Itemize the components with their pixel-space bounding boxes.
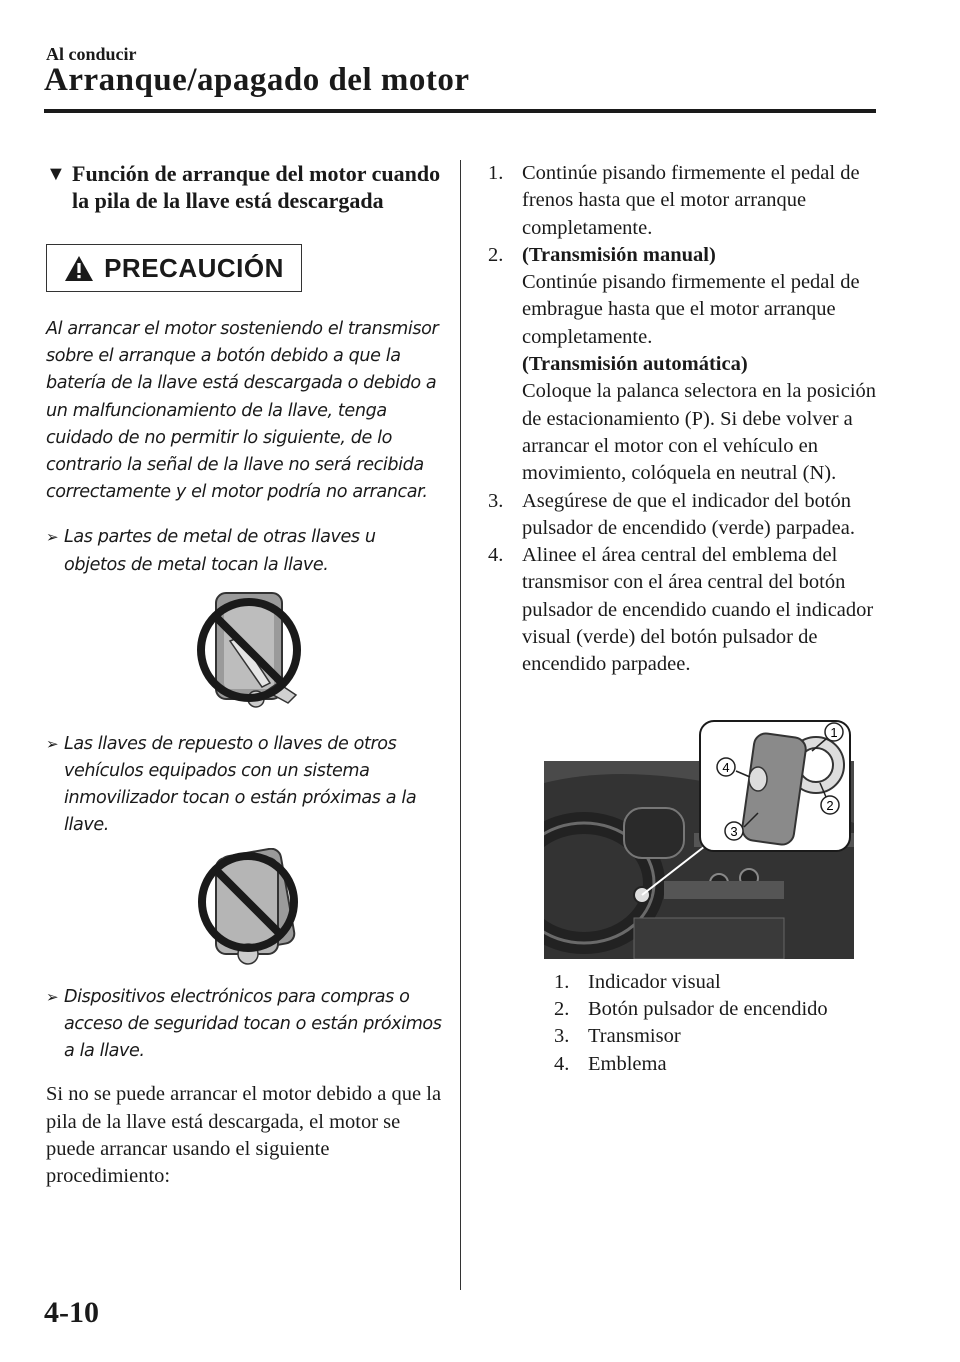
- caution-text: Al arrancar el motor sosteniendo el transmisor sobre el arranque a botón debido a que la batería de la llave está descargada o debido a un malfuncionamiento de la llave, tenga cuidado de no permitir lo siguiente, de lo contrario la señal de la llave no será recibida correctamente y el motor podría no arrancar.: [46, 319, 439, 503]
- legend-item: 1. Indicador visual: [554, 970, 721, 993]
- prohibited-metal-objects-illustration: [196, 587, 308, 713]
- step-item: 1. Continúe pisando firmemente el pedal de frenos hasta que el motor arranque completamente.: [488, 162, 860, 239]
- procedure-intro: Si no se puede arrancar el motor debido a que la pila de la llave está descargada, el motor se puede arrancar usando el siguiente procedimiento:: [46, 1083, 442, 1188]
- header-rule: [44, 109, 876, 113]
- callout-3: 3: [730, 823, 738, 839]
- dashboard-photo: [544, 713, 854, 959]
- step-item: 2. (Transmisión manual) Continúe pisando firmemente el pedal de embrague hasta que el motor arranque completamente. (Transmisión automática) Coloque la palanca selectora en la posición de estacionamiento (P). Si debe volver a arrancar el motor con el vehículo en movimiento, colóquela en neutral (N).: [488, 242, 888, 488]
- column-divider: [460, 160, 461, 1290]
- auto-text: Coloque la palanca selectora en la posición de estacionamiento (P). Si debe volver a arrancar el motor con el vehículo en movimiento, colóquela en neutral (N).: [522, 380, 877, 485]
- auto-label: (Transmisión automática): [522, 353, 748, 376]
- step-item: 3. Asegúrese de que el indicador del botón pulsador de encendido (verde) parpadea.: [488, 489, 855, 539]
- left-column: [46, 160, 442, 1190]
- arrow-bullet-icon: ➢: [46, 528, 59, 547]
- triangle-marker-icon: ▼: [46, 163, 66, 185]
- warning-triangle-icon: [64, 255, 94, 282]
- legend-item: 2. Botón pulsador de encendido: [554, 997, 828, 1020]
- step-item: 4. Alinee el área central del emblema del transmisor con el área central del botón pulsador de encendido cuando el indicador visual (verde) del botón pulsador de encendido parpadee.: [488, 544, 874, 676]
- right-column: [488, 160, 888, 1078]
- caution-box: [46, 244, 302, 292]
- callout-2: 2: [826, 797, 834, 813]
- manual-text: Continúe pisando firmemente el pedal de embrague hasta que el motor arranque completamente.: [522, 271, 860, 348]
- callout-4: 4: [722, 759, 730, 775]
- bullet-text: Las llaves de repuesto o llaves de otros vehículos equipados con un sistema inmovilizador tocan o están próximas a la llave.: [64, 733, 417, 836]
- bullet-text: Dispositivos electrónicos para compras o acceso de seguridad tocan o están próximos a la llave.: [64, 986, 442, 1062]
- figure-legend: [554, 969, 888, 1078]
- subheading-text: Función de arranque del motor cuando la pila de la llave está descargada: [72, 161, 441, 213]
- bullet-text: Las partes de metal de otras llaves u objetos de metal tocan la llave.: [64, 527, 376, 575]
- caution-bullet: [46, 524, 442, 578]
- arrow-bullet-icon: ➢: [46, 734, 59, 753]
- subheading: [46, 160, 442, 214]
- legend-item: 3. Transmisor: [554, 1025, 681, 1048]
- caution-bullet: [46, 731, 442, 840]
- legend-item: 4. Emblema: [554, 1052, 667, 1075]
- section-label: Al conducir: [46, 44, 137, 64]
- caution-bullet: [46, 984, 442, 1066]
- caution-label: PRECAUCIÓN: [104, 252, 284, 283]
- manual-label: (Transmisión manual): [522, 243, 716, 266]
- prohibited-spare-keys-illustration: [196, 848, 308, 966]
- page-title: Arranque/apagado del motor: [44, 62, 470, 98]
- callout-1: 1: [830, 724, 838, 740]
- page-number: 4-10: [44, 1296, 99, 1329]
- procedure-steps: [488, 160, 888, 679]
- arrow-bullet-icon: ➢: [46, 987, 59, 1006]
